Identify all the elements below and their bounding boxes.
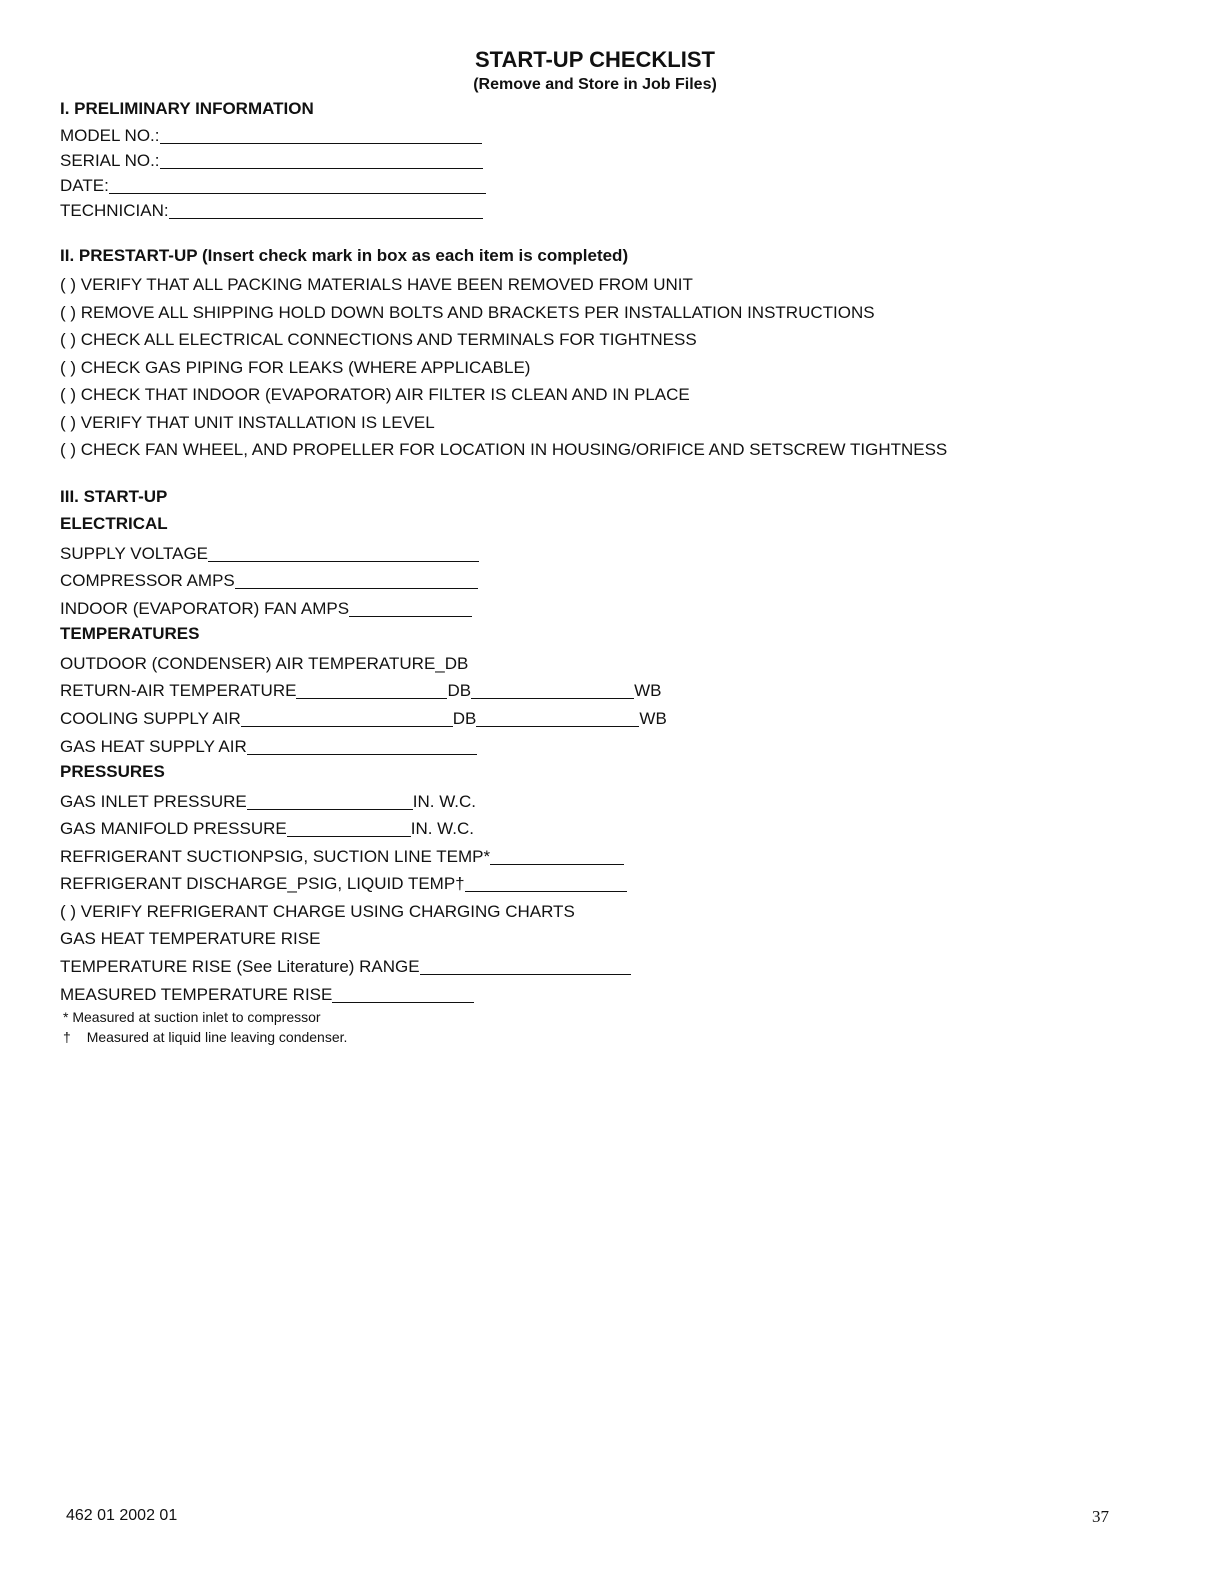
inwc-unit-label: IN. W.C.	[412, 792, 477, 811]
measured-temp-rise-row	[60, 983, 474, 1005]
measured-temp-rise-field[interactable]	[332, 984, 474, 1003]
gas-manifold-pressure-field[interactable]	[287, 818, 411, 837]
supply-voltage-field[interactable]	[208, 543, 479, 562]
outdoor-air-temp-row[interactable]: OUTDOOR (CONDENSER) AIR TEMPERATURE_DB	[60, 654, 469, 673]
compressor-amps-field[interactable]	[235, 570, 478, 589]
return-air-db-field[interactable]	[296, 680, 447, 699]
cooling-supply-db-field[interactable]	[241, 708, 453, 727]
cooling-supply-air-label: COOLING SUPPLY AIR	[60, 709, 241, 728]
refrigerant-discharge-row	[60, 872, 627, 894]
db-unit-label: DB	[452, 709, 477, 728]
gas-heat-supply-air-field[interactable]	[247, 736, 477, 755]
db-unit-label: DB	[447, 681, 472, 700]
footnote-liquid-text: Measured at liquid line leaving condenser.	[86, 1029, 348, 1045]
section-2-heading: II. PRESTART-UP (Insert check mark in box as each item is completed)	[60, 246, 629, 265]
serial-no-label: SERIAL NO.:	[60, 151, 160, 170]
wb-unit-label: WB	[634, 681, 662, 700]
page-title: START-UP CHECKLIST	[475, 47, 715, 72]
checklist-item[interactable]: ( ) CHECK THAT INDOOR (EVAPORATOR) AIR FILTER IS CLEAN AND IN PLACE	[60, 385, 690, 404]
date-row	[60, 174, 486, 196]
footnote-liquid	[63, 1029, 347, 1045]
technician-row	[60, 199, 483, 221]
temp-rise-range-field[interactable]	[420, 956, 631, 975]
serial-no-row	[60, 149, 483, 171]
date-field[interactable]	[109, 175, 486, 194]
page-subtitle: (Remove and Store in Job Files)	[473, 76, 717, 93]
gas-heat-temp-rise-label: GAS HEAT TEMPERATURE RISE	[60, 929, 321, 948]
wb-unit-label: WB	[639, 709, 667, 728]
checklist-item[interactable]: ( ) CHECK GAS PIPING FOR LEAKS (WHERE APPLICABLE)	[60, 358, 531, 377]
model-no-row	[60, 124, 482, 146]
refrigerant-suction-row	[60, 845, 624, 867]
supply-voltage-row	[60, 542, 479, 564]
page-number: 37	[1092, 1507, 1109, 1526]
compressor-amps-row	[60, 569, 478, 591]
refrigerant-suction-label: REFRIGERANT SUCTIONPSIG, SUCTION LINE TEMP*	[60, 847, 491, 866]
footnote-suction: * Measured at suction inlet to compressor	[63, 1009, 321, 1025]
dagger-mark: †	[63, 1029, 71, 1045]
compressor-amps-label: COMPRESSOR AMPS	[60, 571, 235, 590]
document-number: 462 01 2002 01	[66, 1507, 178, 1524]
return-air-wb-field[interactable]	[471, 680, 634, 699]
measured-temp-rise-label: MEASURED TEMPERATURE RISE	[60, 985, 333, 1004]
serial-no-field[interactable]	[160, 150, 483, 169]
checklist-item[interactable]: ( ) VERIFY THAT ALL PACKING MATERIALS HAVE BEEN REMOVED FROM UNIT	[60, 275, 693, 294]
gas-manifold-pressure-label: GAS MANIFOLD PRESSURE	[60, 819, 287, 838]
gas-heat-supply-air-row	[60, 735, 477, 757]
technician-field[interactable]	[169, 200, 483, 219]
checklist-item[interactable]: ( ) VERIFY THAT UNIT INSTALLATION IS LEVEL	[60, 413, 435, 432]
cooling-supply-wb-field[interactable]	[476, 708, 639, 727]
checklist-item[interactable]: ( ) CHECK ALL ELECTRICAL CONNECTIONS AND TERMINALS FOR TIGHTNESS	[60, 330, 697, 349]
gas-heat-supply-air-label: GAS HEAT SUPPLY AIR	[60, 737, 247, 756]
pressures-heading: PRESSURES	[60, 762, 165, 781]
electrical-heading: ELECTRICAL	[60, 514, 168, 533]
section-3-heading: III. START-UP	[60, 487, 168, 506]
temperatures-heading: TEMPERATURES	[60, 624, 200, 643]
model-no-label: MODEL NO.:	[60, 126, 160, 145]
supply-voltage-label: SUPPLY VOLTAGE	[60, 544, 209, 563]
return-air-temp-label: RETURN-AIR TEMPERATURE	[60, 681, 297, 700]
model-no-field[interactable]	[160, 125, 482, 144]
gas-inlet-pressure-field[interactable]	[247, 791, 413, 810]
gas-inlet-pressure-label: GAS INLET PRESSURE	[60, 792, 247, 811]
cooling-supply-air-row	[60, 707, 667, 729]
checklist-item[interactable]: ( ) REMOVE ALL SHIPPING HOLD DOWN BOLTS AND BRACKETS PER INSTALLATION INSTRUCTIONS	[60, 303, 875, 322]
inwc-unit-label: IN. W.C.	[410, 819, 474, 838]
verify-charge-item[interactable]: ( ) VERIFY REFRIGERANT CHARGE USING CHARGING CHARTS	[60, 902, 575, 921]
return-air-temp-row	[60, 679, 661, 701]
technician-label: TECHNICIAN:	[60, 201, 169, 220]
section-1-heading: I. PRELIMINARY INFORMATION	[60, 99, 314, 118]
liquid-temp-field[interactable]	[465, 873, 627, 892]
checklist-item[interactable]: ( ) CHECK FAN WHEEL, AND PROPELLER FOR LOCATION IN HOUSING/ORIFICE AND SETSCREW TIGHTNESS	[60, 440, 948, 459]
temp-rise-range-label: TEMPERATURE RISE (See Literature) RANGE	[60, 957, 420, 976]
indoor-fan-amps-label: INDOOR (EVAPORATOR) FAN AMPS	[60, 599, 350, 618]
indoor-fan-amps-row	[60, 597, 472, 619]
refrigerant-discharge-label: REFRIGERANT DISCHARGE_PSIG, LIQUID TEMP†	[60, 874, 465, 893]
date-label: DATE:	[60, 176, 109, 195]
indoor-fan-amps-field[interactable]	[349, 598, 472, 617]
gas-inlet-pressure-row	[60, 790, 476, 812]
temp-rise-range-row	[60, 955, 631, 977]
gas-manifold-pressure-row	[60, 817, 474, 839]
suction-line-temp-field[interactable]	[490, 846, 624, 865]
